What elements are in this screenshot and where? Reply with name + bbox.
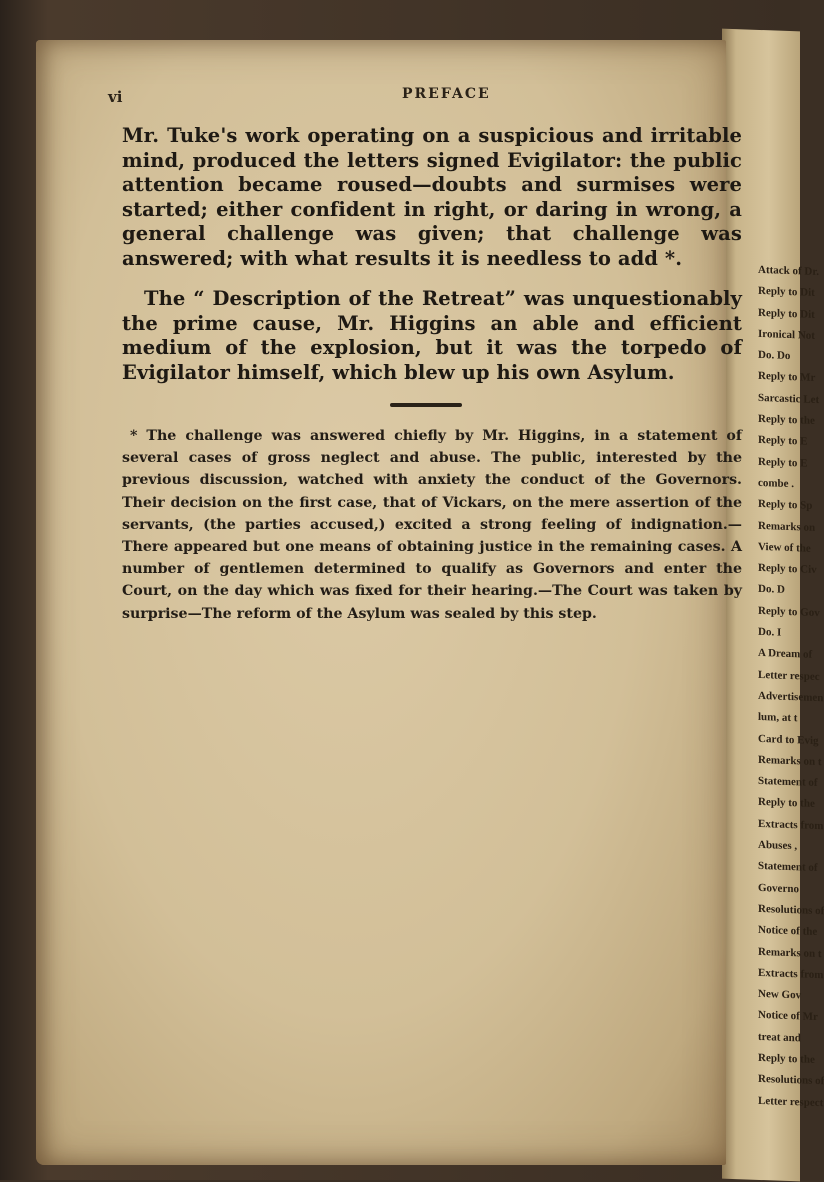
facing-page-item: Do. I [758,625,782,639]
facing-page-item: Letter respect [758,1094,824,1109]
facing-page-item: Ironical Not [758,327,815,342]
facing-page-item: Card to Evig [758,732,819,747]
facing-page-item: Advertisemen [758,689,824,705]
facing-page-item: Letter respec [758,668,820,683]
facing-page-item: Reply to Dit [758,306,815,321]
facing-page-item: Resolutions of [758,1073,824,1088]
page-number: vi [108,88,123,106]
facing-page-item: Statement of [758,775,818,790]
facing-page-list [758,260,824,1114]
facing-page-item: Do. Do [758,349,791,363]
facing-page-item: Extracts from [758,966,824,981]
facing-page-item: Reply to Civ [758,562,817,577]
body-paragraph-2: The “ Description of the Retreat” was unquestionably the prime cause, Mr. Higgins an able and efficient medium of the explosion, but it was the torpedo of Evigilator himself, which blew up his own Asylum. [122,287,742,384]
facing-page-item: lum, at t [758,711,798,725]
facing-page-item: New Gov [758,987,802,1002]
facing-page-item: Reply to the [758,796,815,811]
page-header [108,86,742,124]
facing-page-item: Reply to the [758,1051,815,1066]
running-head: PREFACE [402,86,491,102]
page-content [108,86,742,625]
facing-page-item: combe . [758,476,795,491]
facing-page-item: Notice of Mr [758,1009,818,1024]
ornamental-divider [390,403,462,407]
facing-page-item: A Dream of [758,647,813,662]
facing-page-item: Extracts from [758,817,824,832]
facing-page-item: Sarcastic Let [758,391,820,406]
facing-page-item: Abuses , [758,838,798,853]
book-page [36,40,742,1165]
facing-page-item: Remarks on [758,519,816,534]
facing-page-item: Notice of the [758,924,818,939]
facing-page-item: Resolutions of [758,902,824,918]
facing-page-item: Governo [758,881,799,895]
facing-page-item: Reply to E [758,455,808,470]
facing-page-item: Remarks on t [758,753,822,768]
facing-page-item: Reply to Mr [758,370,816,385]
facing-page-item: Reply to Sp [758,498,813,513]
facing-page-item: Do. D [758,583,785,597]
facing-page-item: Reply to E [758,434,808,448]
facing-page-item: Statement of [758,860,818,875]
facing-page-item: Reply to the [758,412,815,427]
facing-page-item: Reply to Gov [758,604,820,619]
facing-page-item: Reply to Dit [758,285,815,300]
body-text [122,124,742,385]
footnote-text: * The challenge was answered chiefly by Mr. Higgins, in a statement of several cases of gross neglect and abuse. The public, interested by the previous discussion, watched with anxiety the conduct of the Governors. Their decision on the first case, that of Vickars, on the mere assertion of the servants, (the parties accused,) excited a strong feeling of indignation.—There appeared but one means of obtaining justice in the remaining cases. A number of gentlemen determined to qualify as Governors and enter the Court, on the day which was fixed for their hearing.—The Court was taken by surprise—The reform of the Asylum was sealed by this step. [122,428,742,622]
facing-page-item: Remarks on t [758,945,822,960]
footnote [122,425,742,625]
facing-page-item: Attack of Dr. [758,263,819,279]
body-paragraph-1: Mr. Tuke's work operating on a suspicious and irritable mind, produced the letters signed Evigilator: the public attention became roused—doubts and surmises were started; either confident in right, or daring in wrong, a general challenge was given; that challenge was answered; with what results it is needless to add *. [122,124,742,270]
facing-page-item: treat and [758,1030,801,1045]
facing-page-item: View of the [758,540,811,555]
